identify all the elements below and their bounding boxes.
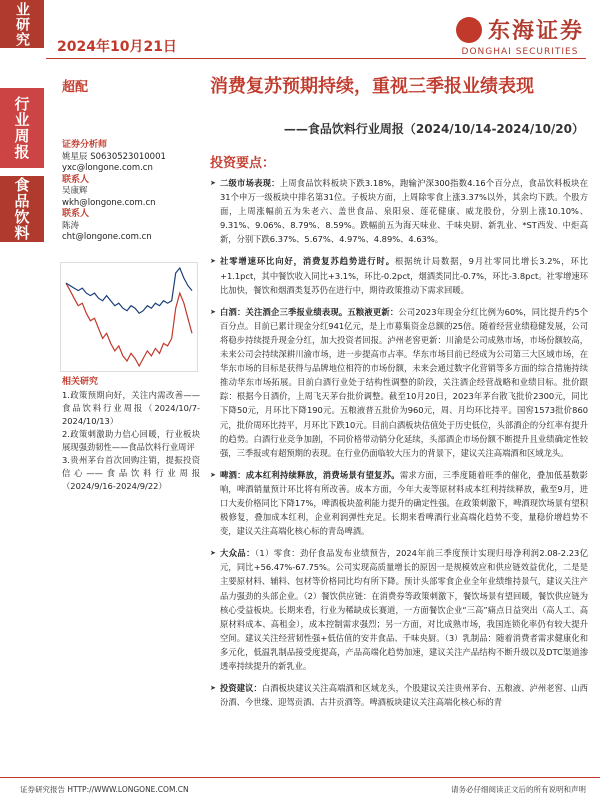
tab-industry-research: 业研究 [0, 0, 44, 48]
page-footer [0, 777, 600, 800]
para-text: 公司2023年现金分红比例为60%，同比提升约5个百分点。目前已累计现金分红941亿元，是上市募集资金总额的25倍。随着经营业绩稳健发展，公司将稳步持续提升现金分红，加大投资者回报。泸州老窖更新：川渝是公司成熟市场，市场份额较高，未来公司会持续深耕川渝市场，进一步提高市占率。华东市场目前已经成为公司第三大区域市场，在华东市场的目标是获得与品牌地位相符的市场份额，未来会通过数字化营销等多方面的综合措施持续推动华东市场拓展。目前白酒行业处于结构性调整的阶段，关注酒企经营战略和业绩目标。批价跟踪：根据今日酒价，上周飞天茅台批价调整。截至10月20日，2023年茅台散飞批价2300元，同比下降50元，月环比下降190元。五粮液普五批价为960元，周、月均环比持平。国窖1573批价860元，批价周环比持平，月环比下跌10元。目前白酒板块估值处于历史低位，头部酒企的分红率有提升的趋势。白酒行业竞争加剧，不同价格带动销分化延续，头部酒企市场份额不断提升且业绩确定性较强，三季报或有超预期的表现。在行业仍面临较大压力的背景下，建议关注高端酒和区域龙头。 [220, 306, 588, 458]
analyst-block [62, 140, 202, 244]
tab-industry-weekly: 行业周报 [0, 88, 44, 168]
para-lead: 社零增速环比向好，消费复苏趋势进行时。 [220, 256, 395, 267]
footer-right: 请务必仔细阅读正文后的所有说明和声明 [451, 785, 586, 794]
logo-mark-icon [456, 17, 482, 43]
paragraph-baijiu [210, 305, 588, 460]
left-tab-strip [0, 0, 44, 800]
para-text: 白酒板块建议关注高端酒和区域龙头，个股建议关注贵州茅台、五粮液、泸州老窖、山西汾酒、今世缘、迎驾贡酒、古井贡酒等。啤酒板块建议关注高端化核心标的青 [220, 683, 588, 708]
logo-text-cn: 东海证券 [487, 19, 584, 44]
para-lead: 大众品： [220, 548, 255, 559]
performance-chart [60, 262, 198, 372]
header-divider [46, 58, 586, 59]
contact-email[interactable]: cht@longone.com.cn [62, 232, 152, 242]
para-lead: 二级市场表现： [220, 178, 280, 188]
paragraph-investment [210, 681, 588, 709]
report-body [210, 176, 588, 717]
paragraph-retail [210, 254, 588, 296]
contact-name: 吴康辉 [62, 186, 88, 196]
contact-email[interactable]: wkh@longone.com.cn [62, 197, 156, 208]
related-item[interactable]: 2.政策刺激助力信心回暖，行业板块展现强劲韧性——食品饮料行业周评 [62, 429, 200, 452]
contact-heading: 联系人 [62, 209, 90, 219]
para-lead: 投资建议： [220, 683, 262, 694]
para-text: 根据统计局数据，9月社零同比增长3.2%，环比+1.1pct，其中餐饮收入同比+3.1%，环比-0.2pct，烟酒类同比-0.7%，环比-3.8pct。社零增速环比加快，餐饮和烟酒类复苏仍在进行中，期待政策推动下需求回暖。 [220, 256, 588, 295]
report-subtitle: ——食品饮料行业周报（2024/10/14-2024/10/20） [283, 122, 584, 136]
company-logo [456, 14, 584, 57]
related-item[interactable]: 1.政策预期向好，关注内需改善——食品饮料行业周报（2024/10/7-2024/10/13） [62, 390, 200, 426]
footer-left[interactable]: 证券研究报告 HTTP://WWW.LONGONE.COM.CN [20, 785, 189, 794]
para-lead: 啤酒：成本红利持续释放，消费场景有望复苏。 [220, 469, 400, 480]
report-title: 消费复苏预期持续，重视三季报业绩表现 [210, 76, 534, 97]
contact-name: 陈涛 [62, 220, 80, 231]
contact-heading: 联系人 [62, 174, 90, 185]
analyst-name: 姚星辰 S0630523010001 [62, 151, 166, 162]
para-text: 需求方面，三季度随着旺季的催化，叠加低基数影响，啤酒销量预计环比将有所改善。成本方面，今年大麦等原材料成本红利持续释放，截至9月，进口大麦价格同比下降17%，啤酒板块盈利能力提升的确定性强。在政策刺激下，啤酒现饮场景有望积极修复，叠加成本红利，企业利润弹性充足。长期来看啤酒行业高端化趋势不变，量稳价增趋势不变，建议关注高端化核心标的青岛啤酒。 [220, 469, 588, 537]
paragraph-mass-goods [210, 546, 588, 673]
rating-label: 超配 [62, 80, 89, 95]
analyst-heading: 证券分析师 [62, 140, 108, 150]
key-points-heading: 投资要点： [210, 156, 276, 171]
report-date: 2024年10月21日 [57, 39, 177, 55]
paragraph-beer [210, 468, 588, 538]
analyst-email[interactable]: yxc@longone.com.cn [62, 163, 153, 173]
related-item[interactable]: 3.贵州茅台首次回购注销，提振投资信心——食品饮料行业周报（2024/9/16-2024/9/22） [62, 455, 200, 491]
tab-food-beverage: 食品饮料 [0, 176, 44, 242]
paragraph-market [210, 176, 588, 246]
chart-frame [61, 263, 198, 372]
para-lead: 白酒：关注酒企三季报业绩表现。五粮液更新： [220, 306, 399, 317]
related-heading: 相关研究 [62, 377, 99, 387]
para-text: 上周食品饮料板块下跌3.18%，跑输沪深300指数4.16个百分点，食品饮料板块在31个申万一级板块中排名第31位。子板块方面，上周除零食上涨3.37%以外，其余均下跌。个股方面，上周涨幅前五为朱老六、盖世食品、泉阳泉、莲花健康、威龙股份，分别上涨10.10%、9.31%、9.06%、8.79%、8.59%。跌幅前五为海天味业、千味央厨、新乳业、*ST西发、中炬高新，分别下跌6.37%、5.67%、4.97%、4.89%、4.63%。 [220, 178, 588, 245]
related-research [62, 376, 200, 493]
para-text: （1）零食：劲仔食品发布业绩预告，2024年前三季度预计实现归母净利润2.08-2.23亿元，同比+56.47%-67.75%。公司实现高质量增长的原因一是规模效应和供应链效益优化，二是是主要原材料、辅料、包材等价格同比均有所下降。预计头部零食企业全年业绩维持景气，建议关注产品力强劲的头部企业。（2）餐饮供应链：在消费券等政策刺激下，餐饮场景有望回暖，餐饮供应链为核心受益板块。长期来看，行业为稀缺成长赛道，一方面餐饮企业“三高”痛点日益突出（高人工、高原材料成本、高租金），成本控制需求强烈；另一方面，对比成熟市场，我国连锁化率仍有较大提升空间。建议关注经营韧性强+低估值的安井食品、千味央厨。（3）乳制品：随着消费者需求健康化和多元化，低温乳制品接受度提高，产品高端化趋势加速，建议关注产品结构不断升级以及DTC渠道渗透率持续提升的新乳业。 [220, 548, 588, 671]
logo-text-en: DONGHAI SECURITIES [461, 47, 579, 57]
